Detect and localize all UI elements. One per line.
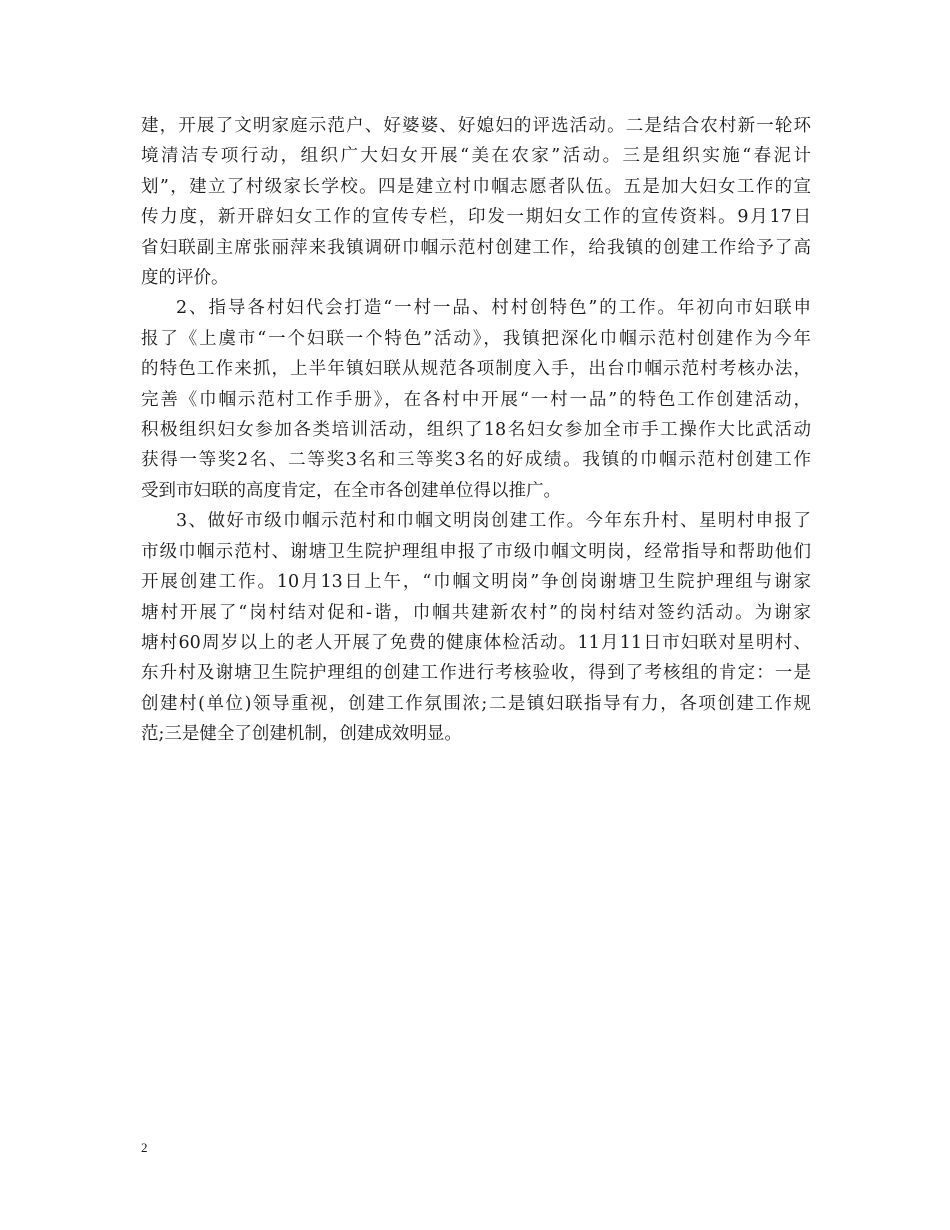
text-line: 积极组织妇女参加各类培训活动，组织了18名妇女参加全市手工操作大比武活动 (141, 420, 811, 441)
text-line: 报了《上虞市“一个妇联一个特色”活动》，我镇把深化巾帼示范村创建作为今年 (141, 328, 811, 349)
text-line: 境清洁专项行动，组织广大妇女开展“美在农家”活动。三是组织实施“春泥计 (141, 146, 811, 167)
text-line: 市级巾帼示范村、谢塘卫生院护理组申报了市级巾帼文明岗，经常指导和帮助他们 (141, 541, 811, 562)
text-line: 开展创建工作。10月13日上午，“巾帼文明岗”争创岗谢塘卫生院护理组与谢家 (141, 572, 811, 593)
text-line: 塘村60周岁以上的老人开展了免费的健康体检活动。11月11日市妇联对星明村、 (141, 632, 811, 653)
page-number: 2 (141, 1140, 148, 1155)
text-line: 塘村开展了“岗村结对促和-谐，巾帼共建新农村”的岗村结对签约活动。为谢家 (141, 602, 811, 623)
text-line: 东升村及谢塘卫生院护理组的创建工作进行考核验收，得到了考核组的肯定：一是 (141, 663, 811, 684)
text-line: 省妇联副主席张丽萍来我镇调研巾帼示范村创建工作，给我镇的创建工作给予了高 (141, 237, 811, 258)
text-line: 的特色工作来抓，上半年镇妇联从规范各项制度入手，出台巾帼示范村考核办法， (141, 359, 811, 380)
paragraph-3 (141, 506, 811, 749)
text-line: 建，开展了文明家庭示范户、好婆婆、好媳妇的评选活动。二是结合农村新一轮环 (141, 116, 811, 136)
text-line: 范;三是健全了创建机制，创建成效明显。 (141, 724, 462, 745)
text-line: 完善《巾帼示范村工作手册》，在各村中开展“一村一品”的特色工作创建活动， (141, 389, 811, 410)
paragraph-2 (141, 293, 811, 506)
text-line: 创建村(单位)领导重视，创建工作氛围浓;二是镇妇联指导有力，各项创建工作规 (141, 693, 811, 714)
text-line: 受到市妇联的高度肯定，在全市各创建单位得以推广。 (141, 480, 561, 501)
text-line: 传力度，新开辟妇女工作的宣传专栏，印发一期妇女工作的宣传资料。9月17日 (141, 207, 811, 228)
paragraph-1 (141, 111, 811, 293)
text-line: 3、做好市级巾帼示范村和巾帼文明岗创建工作。今年东升村、星明村申报了 (176, 511, 811, 532)
text-line: 2、指导各村妇代会打造“一村一品、村村创特色”的工作。年初向市妇联申 (176, 298, 811, 319)
text-line: 度的评价。 (141, 268, 229, 289)
text-line: 划”，建立了村级家长学校。四是建立村巾帼志愿者队伍。五是加大妇女工作的宣 (141, 176, 811, 197)
text-line: 获得一等奖2名、二等奖3名和三等奖3名的好成绩。我镇的巾帼示范村创建工作 (141, 450, 811, 471)
document-body (141, 111, 811, 750)
